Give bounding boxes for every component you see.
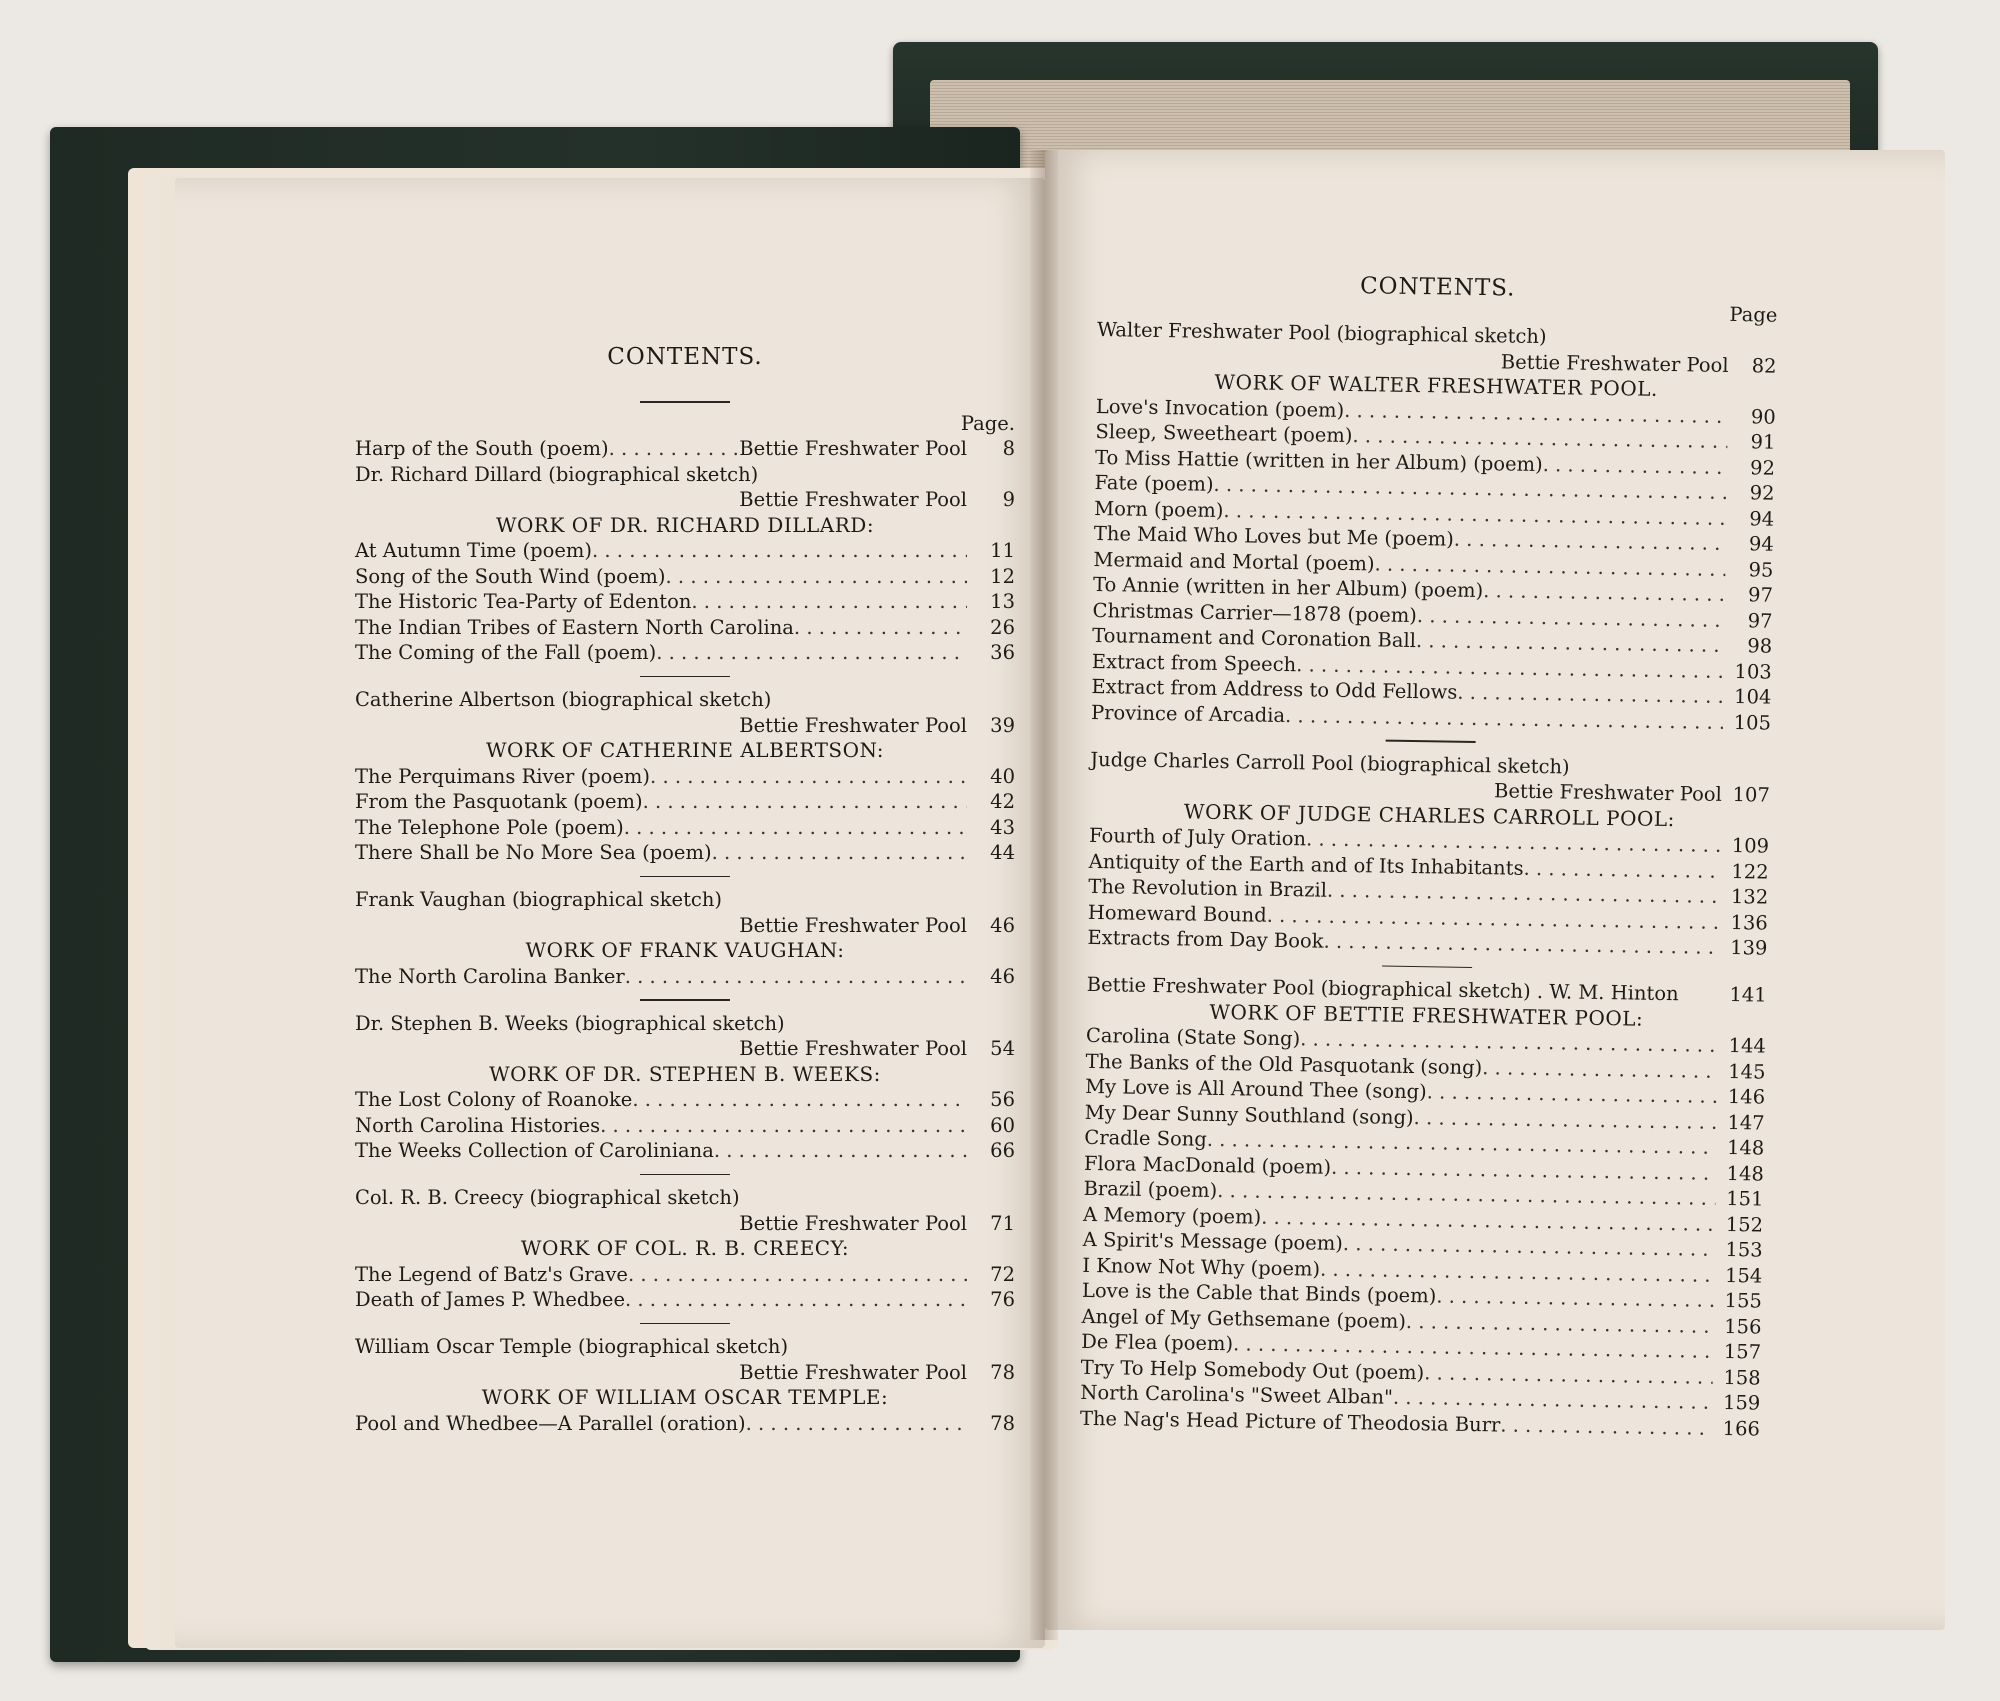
entry-title: The Indian Tribes of Eastern North Carolina <box>355 615 794 639</box>
entry-author: Bettie Freshwater Pool <box>1500 349 1729 377</box>
entry-title: Frank Vaughan (biographical sketch) <box>355 888 722 911</box>
entry-page: 90 <box>1750 404 1776 429</box>
entry-title: Harp of the South (poem) <box>355 437 609 460</box>
section-heading: WORK OF CATHERINE ALBERTSON: <box>485 738 885 762</box>
dot-leader <box>632 1087 967 1113</box>
entry-title: Love is the Cable that Binds (poem) <box>1081 1278 1437 1308</box>
dot-leader <box>625 964 967 990</box>
entry-page: 36 <box>990 641 1015 664</box>
entry-page: 141 <box>1729 983 1767 1007</box>
entry-page: 98 <box>1747 634 1773 658</box>
entry-title: North Carolina Histories <box>355 1113 601 1137</box>
entry-title: Dr. Richard Dillard (biographical sketch) <box>355 462 759 486</box>
entry-page: 56 <box>990 1088 1015 1111</box>
section-rule <box>640 676 730 678</box>
entry-page: 60 <box>990 1113 1015 1137</box>
toc-entry <box>355 789 1015 815</box>
entry-page: 97 <box>1747 608 1773 633</box>
entry-page: 159 <box>1722 1390 1761 1415</box>
entry-title: Extract from Address to Odd Fellows <box>1091 674 1458 704</box>
entry-author-line <box>355 1036 1015 1062</box>
entry-page: 148 <box>1726 1135 1765 1160</box>
entry-author: Bettie Freshwater Pool <box>739 713 967 737</box>
entry-page: 76 <box>990 1288 1015 1311</box>
entry-title: The Weeks Collection of Caroliniana <box>355 1139 714 1162</box>
entry-page: 46 <box>990 964 1015 988</box>
entry-title: The Nag's Head Picture of Theodosia Burr <box>1079 1406 1501 1436</box>
entry-page: 144 <box>1728 1034 1767 1058</box>
entry-title: Fate (poem) <box>1094 470 1214 496</box>
toc-entry <box>355 1011 1015 1037</box>
entry-page: 122 <box>1731 859 1769 884</box>
toc-entry <box>355 964 1015 990</box>
entry-title: De Flea (poem) <box>1080 1329 1234 1356</box>
dot-leader <box>1323 929 1719 961</box>
entry-title: Dr. Stephen B. Weeks (biographical sketch) <box>355 1011 785 1035</box>
entry-page: 152 <box>1725 1212 1764 1237</box>
entry-page: 78 <box>990 1411 1015 1435</box>
entry-title: My Dear Sunny Southland (song) <box>1084 1100 1414 1129</box>
entry-title: Try To Help Somebody Out (poem) <box>1080 1355 1425 1384</box>
entry-title: The Maid Who Loves but Me (poem) <box>1093 521 1455 551</box>
entry-title: Catherine Albertson (biographical sketch) <box>355 688 772 711</box>
dot-leader <box>656 640 967 666</box>
dot-leader <box>1500 1412 1712 1441</box>
section-rule <box>1382 965 1472 968</box>
section-heading: WORK OF WILLIAM OSCAR TEMPLE: <box>481 1385 889 1409</box>
entry-page: 12 <box>990 564 1015 588</box>
dot-leader <box>600 1113 967 1139</box>
entry-page: 91 <box>1750 430 1776 454</box>
page-column-label: Page <box>1729 302 1778 327</box>
entry-page: 42 <box>990 790 1015 813</box>
toc-entry <box>355 840 1015 866</box>
entry-page: 155 <box>1724 1288 1763 1313</box>
section-heading: WORK OF FRANK VAUGHAN: <box>525 938 845 962</box>
toc-entry <box>355 1334 1015 1360</box>
entry-author: Bettie Freshwater Pool <box>739 1037 967 1060</box>
entry-page: 154 <box>1724 1263 1763 1288</box>
entry-page: 158 <box>1723 1365 1761 1390</box>
dot-leader <box>609 436 740 462</box>
entry-title: William Oscar Temple (biographical sketch) <box>355 1335 789 1358</box>
toc-entry <box>355 564 1015 590</box>
section-heading: WORK OF WALTER FRESHWATER POOL. <box>1214 369 1659 401</box>
toc-entry <box>355 1087 1015 1113</box>
toc-entry <box>355 615 1015 641</box>
entry-page: 39 <box>990 713 1015 737</box>
entry-title: Morn (poem) <box>1094 496 1224 522</box>
dot-leader <box>643 789 967 815</box>
entry-page: 151 <box>1726 1186 1764 1211</box>
entry-title: Homeward Bound <box>1087 900 1267 927</box>
section-heading: WORK OF JUDGE CHARLES CARROLL POOL: <box>1183 798 1676 831</box>
entry-page: 145 <box>1728 1059 1766 1084</box>
entry-page: 44 <box>990 841 1015 864</box>
toc-entry <box>355 436 1015 462</box>
dot-leader <box>650 764 967 790</box>
entry-page: 146 <box>1727 1084 1766 1109</box>
entry-title: Cradle Song <box>1084 1125 1208 1151</box>
entry-page: 109 <box>1731 834 1770 858</box>
section-rule <box>640 1174 730 1176</box>
contents-list <box>355 436 1015 1436</box>
dot-leader <box>625 1287 967 1313</box>
entry-title: Province of Arcadia <box>1090 700 1286 727</box>
entry-author: Bettie Freshwater Pool <box>739 913 967 937</box>
section-rule <box>640 1323 730 1325</box>
entry-title: The Historic Tea-Party of Edenton <box>355 590 692 613</box>
toc-entry <box>355 1185 1015 1211</box>
toc-entry <box>355 462 1015 488</box>
entry-page: 82 <box>1751 353 1777 378</box>
entry-page: 107 <box>1732 783 1771 807</box>
section-heading: WORK OF COL. R. B. CREECY: <box>520 1236 850 1260</box>
entry-page: 9 <box>1002 488 1015 511</box>
entry-page: 43 <box>990 815 1015 839</box>
entry-title: From the Pasquotank (poem) <box>355 790 643 813</box>
entry-page: 26 <box>990 615 1015 639</box>
contents-list <box>1080 317 1777 1442</box>
toc-entry <box>355 1138 1015 1164</box>
page-title: CONTENTS. <box>1359 273 1516 302</box>
entry-title: The Banks of the Old Pasquotank (song) <box>1085 1049 1483 1079</box>
dot-leader <box>712 840 967 866</box>
dot-leader <box>1285 702 1723 734</box>
right-contents <box>1080 270 1778 1442</box>
dot-leader <box>794 615 967 641</box>
entry-title: The Revolution in Brazil <box>1088 874 1328 902</box>
entry-author-line <box>355 713 1015 739</box>
entry-title: Walter Freshwater Pool (biographical sketch) <box>1096 317 1547 349</box>
entry-author: Bettie Freshwater Pool <box>1493 779 1723 806</box>
entry-page: 104 <box>1733 685 1772 709</box>
section-heading: WORK OF BETTIE FRESHWATER POOL: <box>1209 999 1644 1031</box>
entry-page: 66 <box>990 1139 1015 1162</box>
toc-entry <box>355 815 1015 841</box>
book-gutter <box>1030 150 1058 1640</box>
dot-leader <box>666 564 967 590</box>
entry-title: A Memory (poem) <box>1082 1202 1262 1229</box>
dot-leader <box>628 1262 967 1288</box>
toc-entry <box>355 887 1015 913</box>
entry-page: 156 <box>1724 1314 1762 1339</box>
entry-page: 136 <box>1730 910 1769 935</box>
entry-title: Extracts from Day Book <box>1087 925 1324 953</box>
entry-page: 157 <box>1723 1339 1762 1364</box>
entry-page: 40 <box>990 764 1015 788</box>
entry-title: Brazil (poem) <box>1083 1176 1218 1202</box>
entry-title: The Perquimans River (poem) <box>355 764 651 788</box>
entry-title: The Telephone Pole (poem) <box>355 815 624 839</box>
entry-title: Christmas Carrier—1878 (poem) <box>1092 598 1418 627</box>
entry-title: The Coming of the Fall (poem) <box>355 641 657 664</box>
spacer <box>1679 1000 1719 1001</box>
entry-title: The North Carolina Banker <box>355 964 625 988</box>
entry-page: 132 <box>1730 885 1769 909</box>
dot-leader <box>1523 855 1720 884</box>
entry-page: 139 <box>1730 936 1768 960</box>
entry-page: 78 <box>990 1360 1015 1384</box>
dot-leader <box>624 815 967 841</box>
entry-author: Bettie Freshwater Pool <box>739 1211 967 1235</box>
entry-page: 153 <box>1725 1237 1763 1262</box>
entry-page: 95 <box>1748 557 1774 582</box>
section-rule <box>640 999 730 1001</box>
entry-title: Extract from Speech <box>1091 649 1297 676</box>
toc-entry <box>355 1411 1015 1437</box>
entry-page: 97 <box>1747 583 1774 607</box>
section-heading: WORK OF DR. RICHARD DILLARD: <box>495 512 875 537</box>
section-rule <box>640 876 730 878</box>
entry-page: 72 <box>990 1262 1015 1286</box>
toc-entry <box>355 640 1015 666</box>
entry-page: 71 <box>990 1211 1015 1235</box>
dot-leader <box>746 1411 967 1437</box>
entry-title: Flora MacDonald (poem) <box>1083 1151 1332 1179</box>
entry-page: 13 <box>990 590 1015 613</box>
toc-entry <box>355 589 1015 615</box>
entry-page: 147 <box>1727 1110 1765 1135</box>
entry-page: 11 <box>990 539 1015 562</box>
entry-author: Bettie Freshwater Pool <box>739 1360 967 1384</box>
section-rule <box>1386 740 1476 743</box>
entry-title: Carolina (State Song) <box>1085 1023 1301 1051</box>
section-heading: WORK OF DR. STEPHEN B. WEEKS: <box>489 1061 881 1086</box>
entry-page: 148 <box>1726 1161 1765 1186</box>
entry-author: Bettie Freshwater Pool <box>739 437 967 460</box>
entry-title: Col. R. B. Creecy (biographical sketch) <box>355 1186 740 1209</box>
dot-leader <box>1543 452 1728 480</box>
entry-title: Judge Charles Carroll Pool (biographical sketch) <box>1090 747 1570 778</box>
entry-author-line <box>355 1211 1015 1237</box>
entry-page: 94 <box>1748 532 1774 556</box>
left-contents <box>355 345 1015 1436</box>
entry-title: Love's Invocation (poem) <box>1095 394 1345 422</box>
entry-title: Sleep, Sweetheart (poem) <box>1095 419 1353 448</box>
page-column-label: Page. <box>960 411 1015 435</box>
entry-page: 92 <box>1749 481 1775 505</box>
entry-title: Fourth of July Oration <box>1088 823 1307 851</box>
entry-page: 8 <box>1002 437 1015 460</box>
toc-entry <box>355 1113 1015 1139</box>
entry-title: The Lost Colony of Roanoke <box>355 1088 633 1111</box>
dot-leader <box>1483 578 1725 607</box>
entry-author-line <box>355 1360 1015 1386</box>
entry-author-line <box>355 913 1015 939</box>
entry-page: 105 <box>1733 710 1772 735</box>
page-title: CONTENTS. <box>607 344 763 370</box>
entry-title: To Miss Hattie (written in her Album) (poem) <box>1094 445 1543 476</box>
entry-page: 54 <box>990 1037 1015 1060</box>
entry-page: 46 <box>990 913 1015 937</box>
entry-title: North Carolina's "Sweet Alban" <box>1080 1380 1394 1409</box>
entry-page: 94 <box>1749 506 1775 531</box>
entry-title: I Know Not Why (poem) <box>1082 1253 1321 1281</box>
dot-leader <box>691 589 967 615</box>
entry-page: 103 <box>1734 659 1772 684</box>
entry-author-line <box>355 487 1015 513</box>
dot-leader <box>592 538 967 564</box>
entry-title: Song of the South Wind (poem) <box>355 564 666 588</box>
toc-entry <box>355 687 1015 713</box>
entry-title: Mermaid and Mortal (poem) <box>1093 547 1375 575</box>
entry-title: My Love is All Around Thee (song) <box>1084 1074 1427 1104</box>
toc-entry <box>355 764 1015 790</box>
entry-title: Bettie Freshwater Pool (biographical sketch) . W. M. Hinton <box>1086 972 1679 1006</box>
toc-entry <box>355 538 1015 564</box>
entry-title: Antiquity of the Earth and of Its Inhabitants <box>1088 849 1524 880</box>
entry-author: Bettie Freshwater Pool <box>739 488 967 511</box>
entry-title: The Legend of Batz's Grave <box>355 1262 628 1286</box>
entry-title: To Annie (written in her Album) (poem) <box>1092 572 1484 603</box>
entry-page: 92 <box>1749 455 1776 480</box>
entry-title: Pool and Whedbee—A Parallel (oration) <box>355 1411 746 1435</box>
dot-leader <box>714 1138 967 1164</box>
entry-title: A Spirit's Message (poem) <box>1082 1227 1344 1255</box>
entry-title: Tournament and Coronation Ball <box>1092 623 1417 653</box>
entry-title: Death of James P. Whedbee <box>355 1288 625 1311</box>
dot-leader <box>1482 1055 1718 1084</box>
entry-title: There Shall be No More Sea (poem) <box>355 841 712 864</box>
toc-entry <box>355 1287 1015 1313</box>
entry-page: 166 <box>1722 1416 1761 1441</box>
entry-title: Angel of My Gethsemane (poem) <box>1081 1304 1407 1333</box>
entry-title: At Autumn Time (poem) <box>355 539 592 562</box>
toc-entry <box>355 1262 1015 1288</box>
